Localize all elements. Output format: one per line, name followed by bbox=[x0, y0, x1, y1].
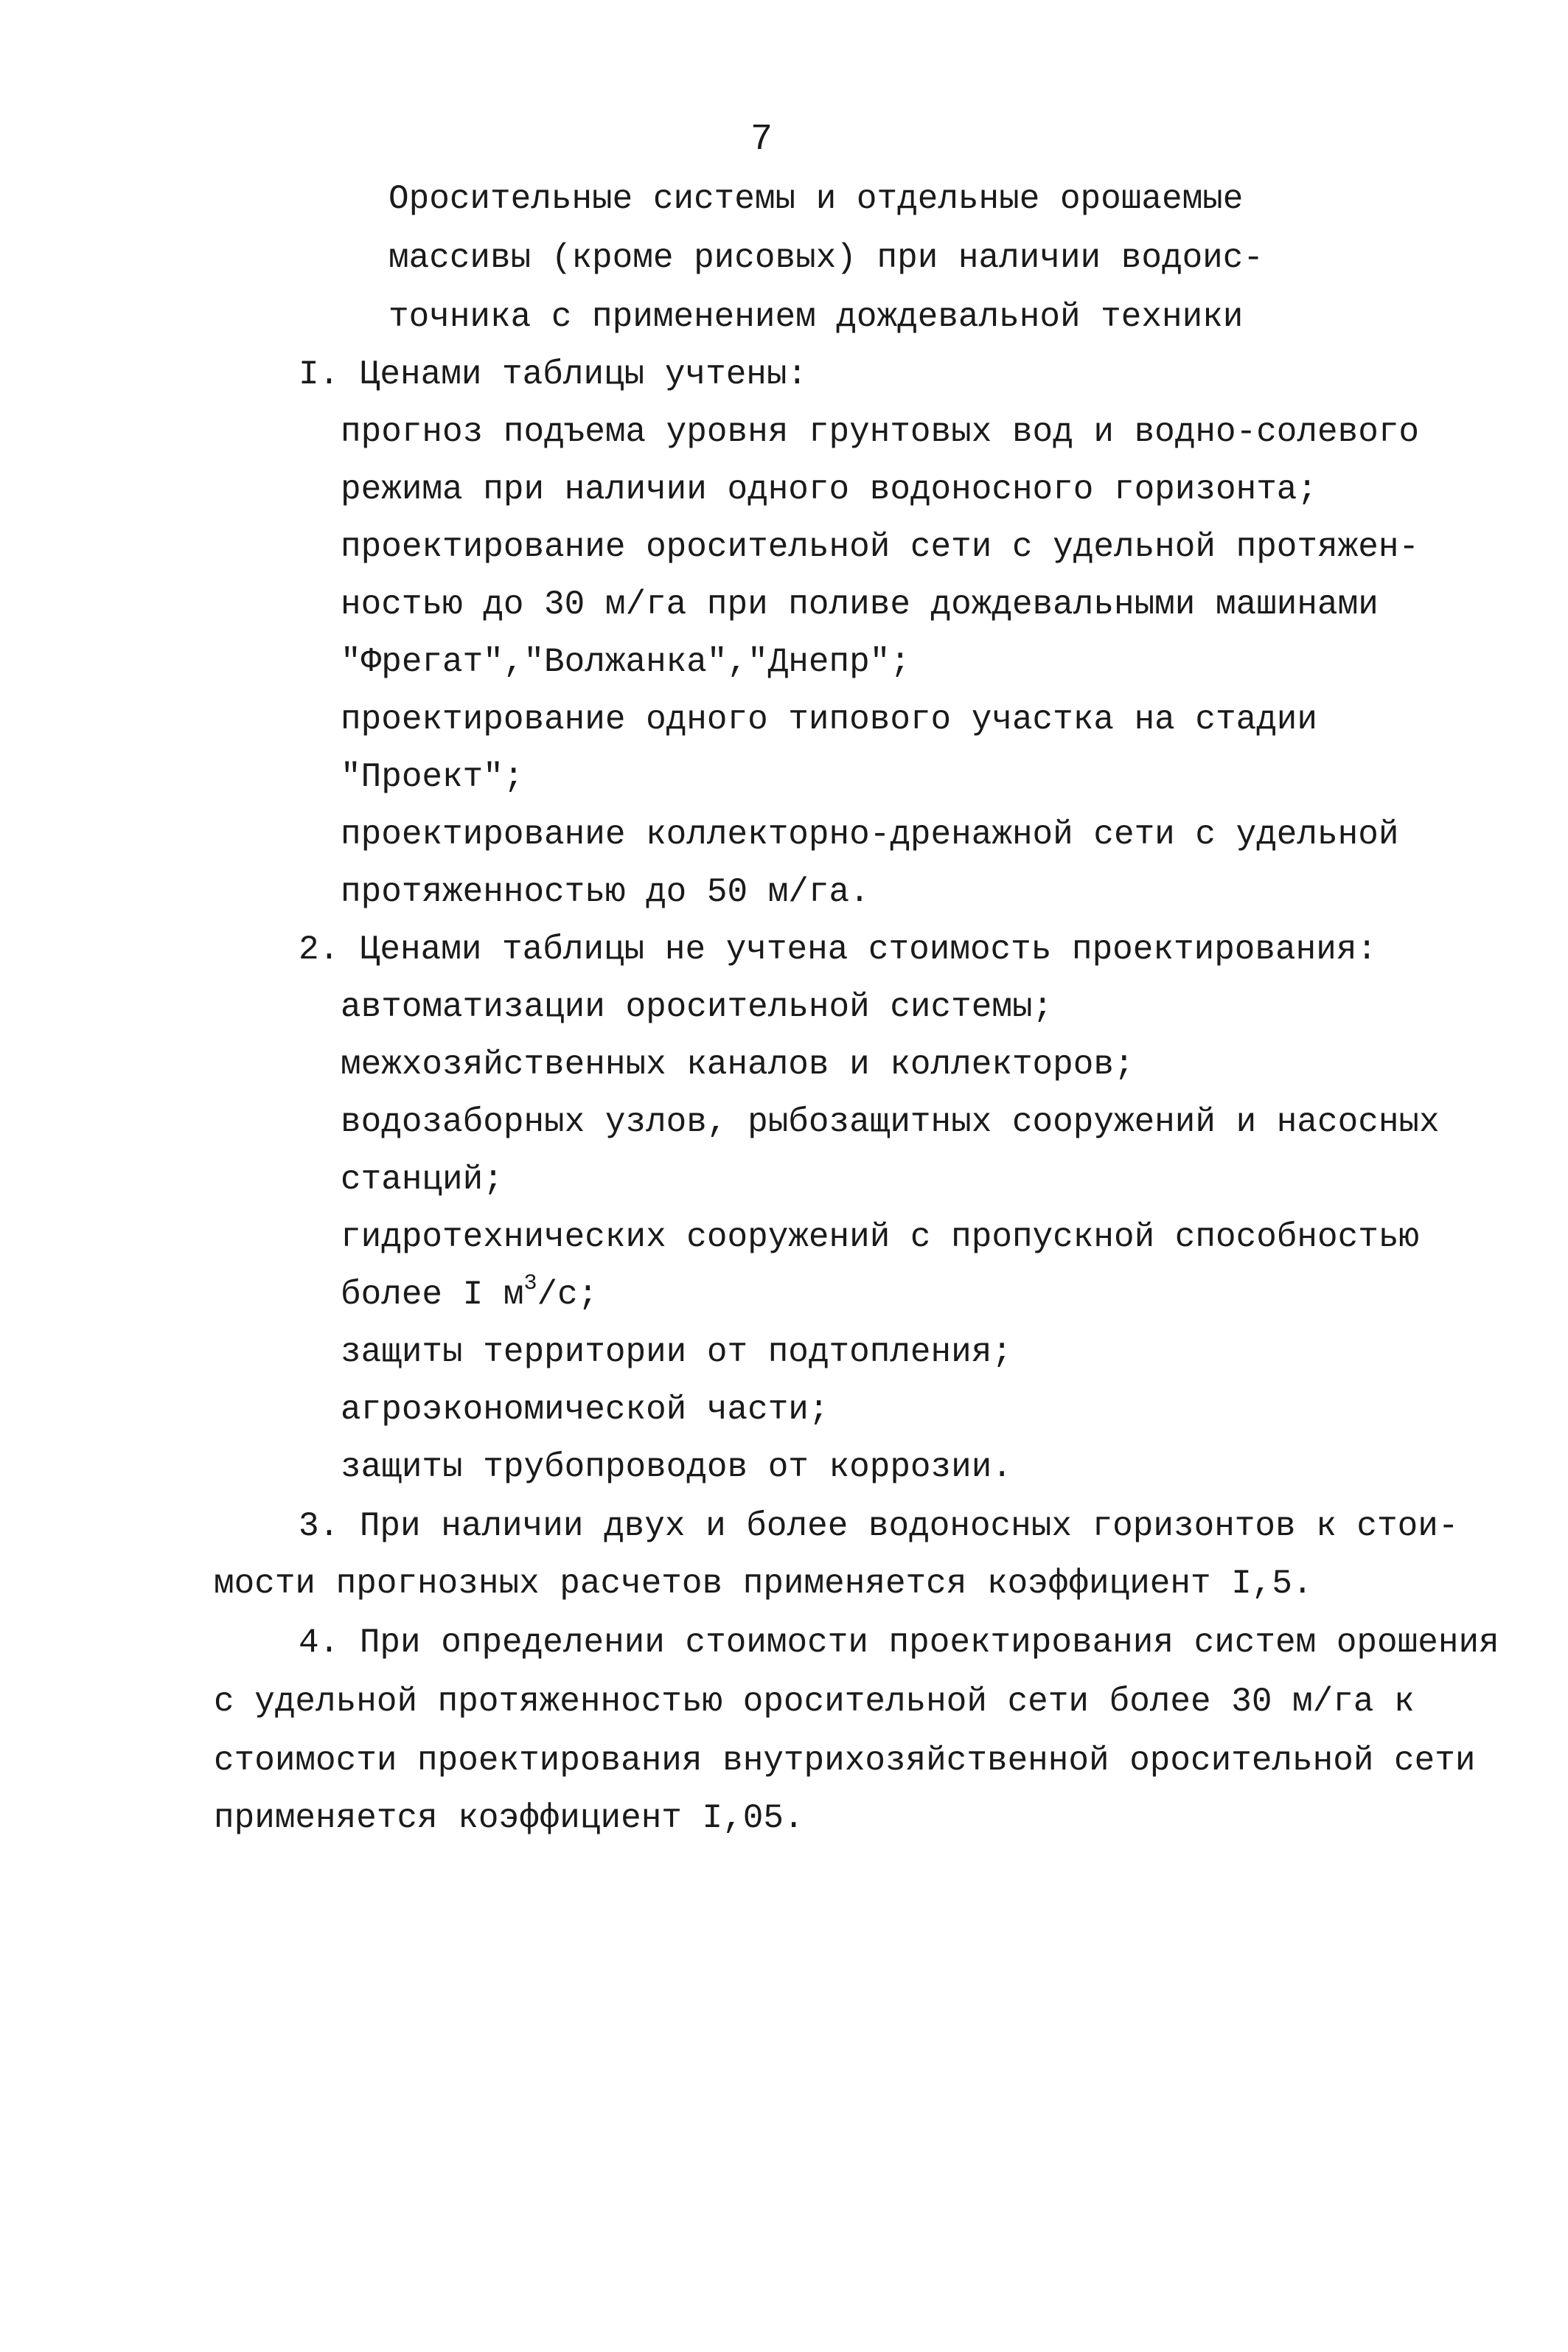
section1-line: ностью до 30 м/га при поливе дождевальными машинами bbox=[341, 585, 1379, 624]
heading-line: массивы (кроме рисовых) при наличии водоис- bbox=[388, 239, 1264, 277]
section1-line: проектирование коллекторно-дренажной сети с удельной bbox=[341, 815, 1399, 854]
capacity-unit: /с; bbox=[537, 1276, 599, 1314]
heading-line: Оросительные системы и отдельные орошаемые bbox=[388, 180, 1244, 218]
section2-line: водозаборных узлов, рыбозащитных сооружений и насосных bbox=[341, 1103, 1440, 1141]
section2-line: гидротехнических сооружений с пропускной способностью bbox=[341, 1218, 1420, 1256]
section3-line: 3. При наличии двух и более водоносных горизонтов к стои- bbox=[299, 1507, 1459, 1545]
section1-line: режима при наличии одного водоносного горизонта; bbox=[341, 470, 1318, 509]
section2-line: автоматизации оросительной системы; bbox=[341, 988, 1053, 1026]
section1-line: "Фрегат","Волжанка","Днепр"; bbox=[341, 643, 910, 681]
section1-line: проектирование одного типового участка на стадии bbox=[341, 700, 1318, 739]
section4-line: с удельной протяженностью оросительной сети более 30 м/га к bbox=[214, 1683, 1415, 1721]
section2-line: станций; bbox=[341, 1161, 503, 1199]
capacity-exponent: 3 bbox=[523, 1270, 537, 1296]
section1-line: "Проект"; bbox=[341, 758, 524, 796]
section1-line: прогноз подъема уровня грунтовых вод и водно-солевого bbox=[341, 413, 1420, 451]
section1-line: протяженностью до 50 м/га. bbox=[341, 873, 870, 911]
page-number: 7 bbox=[750, 119, 773, 161]
section2-title: 2. Ценами таблицы не учтена стоимость проектирования: bbox=[299, 930, 1378, 969]
heading-line: точника с применением дождевальной техники bbox=[388, 298, 1244, 336]
section2-line: защиты территории от подтопления; bbox=[341, 1333, 1012, 1371]
section2-capacity-line bbox=[341, 1270, 599, 1317]
section4-line: 4. При определении стоимости проектирования систем орошения bbox=[299, 1624, 1499, 1662]
section4-line: применяется коэффициент I,05. bbox=[214, 1799, 804, 1837]
section1-line: проектирование оросительной сети с удельной протяжен- bbox=[341, 528, 1420, 566]
section4-line: стоимости проектирования внутрихозяйственной оросительной сети bbox=[214, 1742, 1476, 1780]
section2-line: защиты трубопроводов от коррозии. bbox=[341, 1448, 1012, 1486]
capacity-text: более I м bbox=[341, 1276, 524, 1314]
section1-title: I. Ценами таблицы учтены: bbox=[299, 355, 808, 394]
section3-line: мости прогнозных расчетов применяется коэффициент I,5. bbox=[214, 1565, 1313, 1603]
section2-line: межхозяйственных каналов и коллекторов; bbox=[341, 1045, 1135, 1084]
section2-line: агроэкономической части; bbox=[341, 1391, 829, 1429]
